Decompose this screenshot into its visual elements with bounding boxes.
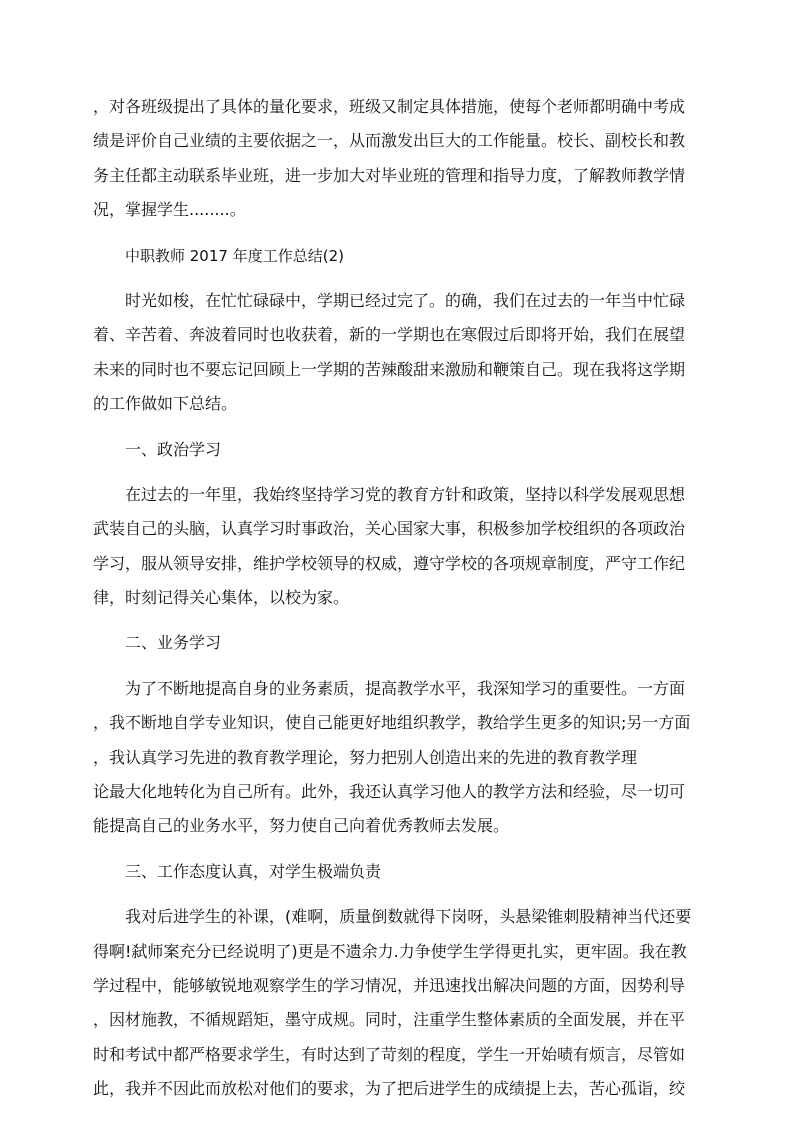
paragraph-gap [93,467,705,478]
text-line: 能提高自己的业务水平，努力使自己向着优秀教师去发展。 [93,816,510,836]
section-heading: 三、工作态度认真，对学生极端负责 [125,861,382,881]
text-line: 我对后进学生的补课，(难啊，质量倒数就得下岗呀，头悬梁锥刺股精神当代还要 [125,907,692,927]
section-heading: 二、业务学习 [125,633,222,653]
paragraph-intro [93,284,705,422]
text-line: 的工作做如下总结。 [93,394,238,414]
section-heading: 一、政治学习 [125,439,222,459]
text-line: 为了不断地提高自身的业务素质，提高教学水平，我深知学习的重要性。一方面 [125,678,686,698]
text-line: 着、辛苦着、奔波着同时也收获着，新的一学期也在寒假过后即将开始，我们在展望 [93,325,686,345]
paragraph-business [93,672,705,844]
paragraph-gap [93,273,705,284]
text-line: 武装自己的头脑，认真学习时事政治，关心国家大事，积极参加学校组织的各项政治 [93,519,686,539]
text-line: 务主任都主动联系毕业班，进一步加大对毕业班的管理和指导力度，了解教师教学情 [93,165,686,185]
text-line: ，我不断地自学专业知识，使自己能更好地组织教学，教给学生更多的知识;另一方面 [93,713,691,733]
text-line: 律，时刻记得关心集体，以校为家。 [93,588,350,608]
text-line: ，对各班级提出了具体的量化要求，班级又制定具体措施，使每个老师都明确中考成 [93,97,686,116]
text-line: 未来的同时也不要忘记回顾上一学期的苦辣酸甜来激励和鞭策自己。现在我将这学期 [93,359,686,379]
text-line: 学过程中，能够敏锐地观察学生的学习情况，并迅速找出解决问题的方面，因势利导 [93,975,686,995]
text-line: 得啊!弑师案充分已经说明了)更是不遗余力.力争使学生学得更扎实，更牢固。我在教 [93,941,687,961]
text-line: 时光如梭，在忙忙碌碌中，学期已经过完了。的确，我们在过去的一年当中忙碌 [125,290,686,310]
text-line: 论最大化地转化为自己所有。此外，我还认真学习他人的教学方法和经验，尽一切可 [93,782,686,802]
paragraph-gap [93,661,705,672]
document-body [93,90,705,1107]
paragraph-gap [93,422,705,433]
heading-politics [93,433,705,467]
text-line: 绩是评价自己业绩的主要依据之一，从而激发出巨大的工作能量。校长、副校长和教 [93,131,686,151]
paragraph-continuation [93,90,705,228]
text-line: 在过去的一年里，我始终坚持学习党的教育方针和政策，坚持以科学发展观思想 [125,484,686,504]
paragraph-politics [93,478,705,616]
heading-business [93,626,705,660]
paragraph-attitude [93,900,705,1106]
text-line: ，我认真学习先进的教育教学理论，努力把别人创造出来的先进的教育教学理 [93,747,638,767]
text-line: 此，我并不因此而放松对他们的要求，为了把后进学生的成绩提上去，苦心孤诣，绞 [93,1079,686,1099]
section-title [93,239,705,273]
text-line: 况，掌握学生........。 [93,200,246,220]
paragraph-gap [93,844,705,855]
text-line: ，因材施教，不循规蹈矩，墨守成规。同时，注重学生整体素质的全面发展，并在平 [93,1010,686,1030]
text-line: 时和考试中都严格要求学生，有时达到了苛刻的程度，学生一开始啧有烦言，尽管如 [93,1044,686,1064]
text-line: 学习，服从领导安排，维护学校领导的权威，遵守学校的各项规章制度，严守工作纪 [93,553,686,573]
heading-attitude [93,855,705,889]
paragraph-gap [93,228,705,239]
paragraph-gap [93,889,705,900]
document-title: 中职教师 2017 年度工作总结(2) [125,246,344,265]
paragraph-gap [93,615,705,626]
